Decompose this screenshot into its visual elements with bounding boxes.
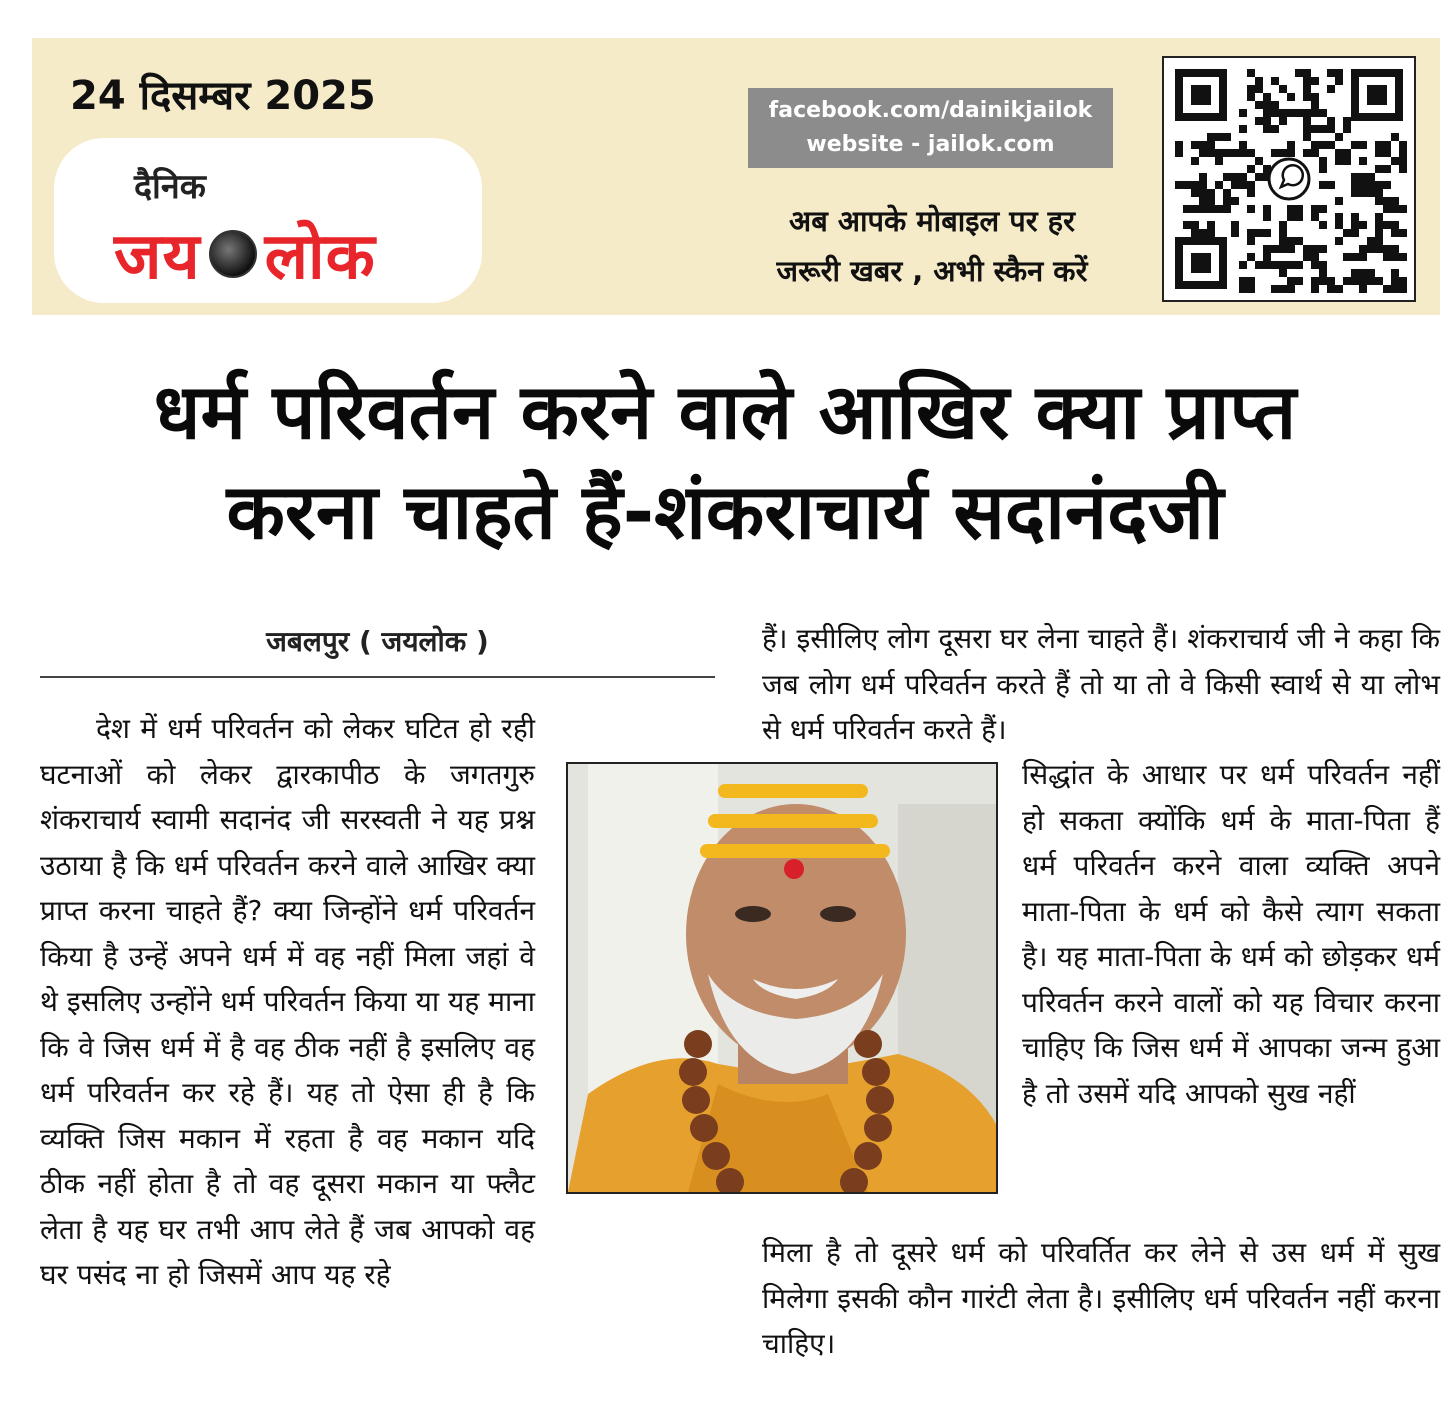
right-paragraph-bottom: मिला है तो दूसरे धर्म को परिवर्तित कर लेने से उस धर्म में सुख मिलेगा इसकी कौन गारंटी लेता है। इसीलिए धर्म परिवर्तन नहीं करना चाहिए। [762, 1236, 1440, 1360]
article-text-right-bottom [762, 1230, 1440, 1367]
portrait-illustration [568, 764, 996, 1192]
scan-promo [722, 196, 1142, 296]
right-paragraph-top: हैं। इसीलिए लोग दूसरा घर लेना चाहते हैं। शंकराचार्य जी ने कहा कि जब लोग धर्म परिवर्तन करते हैं तो या तो वे किसी स्वार्थ से या लोभ से धर्म परिवर्तन करते हैं। [762, 622, 1440, 746]
social-links-box [748, 88, 1113, 168]
portrait-photo [566, 762, 998, 1194]
qr-code[interactable] [1162, 56, 1416, 302]
facebook-link[interactable]: facebook.com/dainikjailok [768, 98, 1093, 123]
headline-line-1: धर्म परिवर्तन करने वाले आखिर क्या प्राप्त [153, 367, 1297, 456]
website-link[interactable]: website - jailok.com [806, 132, 1055, 157]
promo-line-2: जरूरी खबर , अभी स्कैन करें [776, 254, 1088, 288]
left-paragraph: देश में धर्म परिवर्तन को लेकर घटित हो रही घटनाओं को लेकर द्वारकापीठ के जगतगुरु शंकराचार्य स्वामी सदानंद जी सरस्वती ने यह प्रश्न उठाया है कि धर्म परिवर्तन करने वाले आखिर क्या प्राप्त करना चाहते हैं? क्या जिन्होंने धर्म परिवर्तन किया है उन्हें अपने धर्म में वह नहीं मिला जहां वे थे इसलिए उन्होंने धर्म परिवर्तन किया या यह माना कि वे जिस धर्म में है वह ठीक नहीं है इसलिए वह धर्म परिवर्तन कर रहे हैं। यह तो ऐसा ही है कि व्यक्ति जिस मकान में रहता है वह मकान यदि ठीक नहीं होता है तो वह दूसरा मकान या फ्लैट लेता है यह घर तभी आप लेते हैं जब आपको वह घर पसंद ना हो जिसमें आप यह रहे [40, 712, 535, 1291]
headline [30, 362, 1420, 562]
issue-date: 24 दिसम्बर 2025 [70, 73, 376, 119]
logo-word-jai: जय [114, 220, 201, 294]
promo-line-1: अब आपके मोबाइल पर हर [789, 204, 1075, 238]
logo-word-lok: लोक [264, 220, 376, 294]
newspaper-logo [54, 138, 482, 303]
right-paragraph-mid: सिद्धांत के आधार पर धर्म परिवर्तन नहीं हो सकता क्योंकि धर्म के माता-पिता हैं धर्म परिवर्तन करने वाला व्यक्ति अपने माता-पिता के धर्म को कैसे त्याग सकता है। यह माता-पिता के धर्म को छोड़कर धर्म परिवर्तन करने वालों को यह विचार करना चाहिए कि जिस धर्म में आपका जन्म हुआ है तो उसमें यदि आपको सुख नहीं [1022, 758, 1440, 1110]
article-text-right-top [762, 616, 1440, 753]
article-text-right-mid [1022, 752, 1440, 1116]
globe-icon [209, 230, 257, 278]
dateline: जबलपुर ( जयलोक ) [266, 625, 489, 658]
masthead [32, 38, 1440, 315]
logo-small-text: दैनिक [134, 167, 206, 207]
divider [40, 676, 715, 678]
headline-line-2: करना चाहते हैं-शंकराचार्य सदानंदजी [226, 467, 1224, 556]
qr-code-image [1171, 65, 1407, 293]
logo-main-text [114, 210, 376, 297]
